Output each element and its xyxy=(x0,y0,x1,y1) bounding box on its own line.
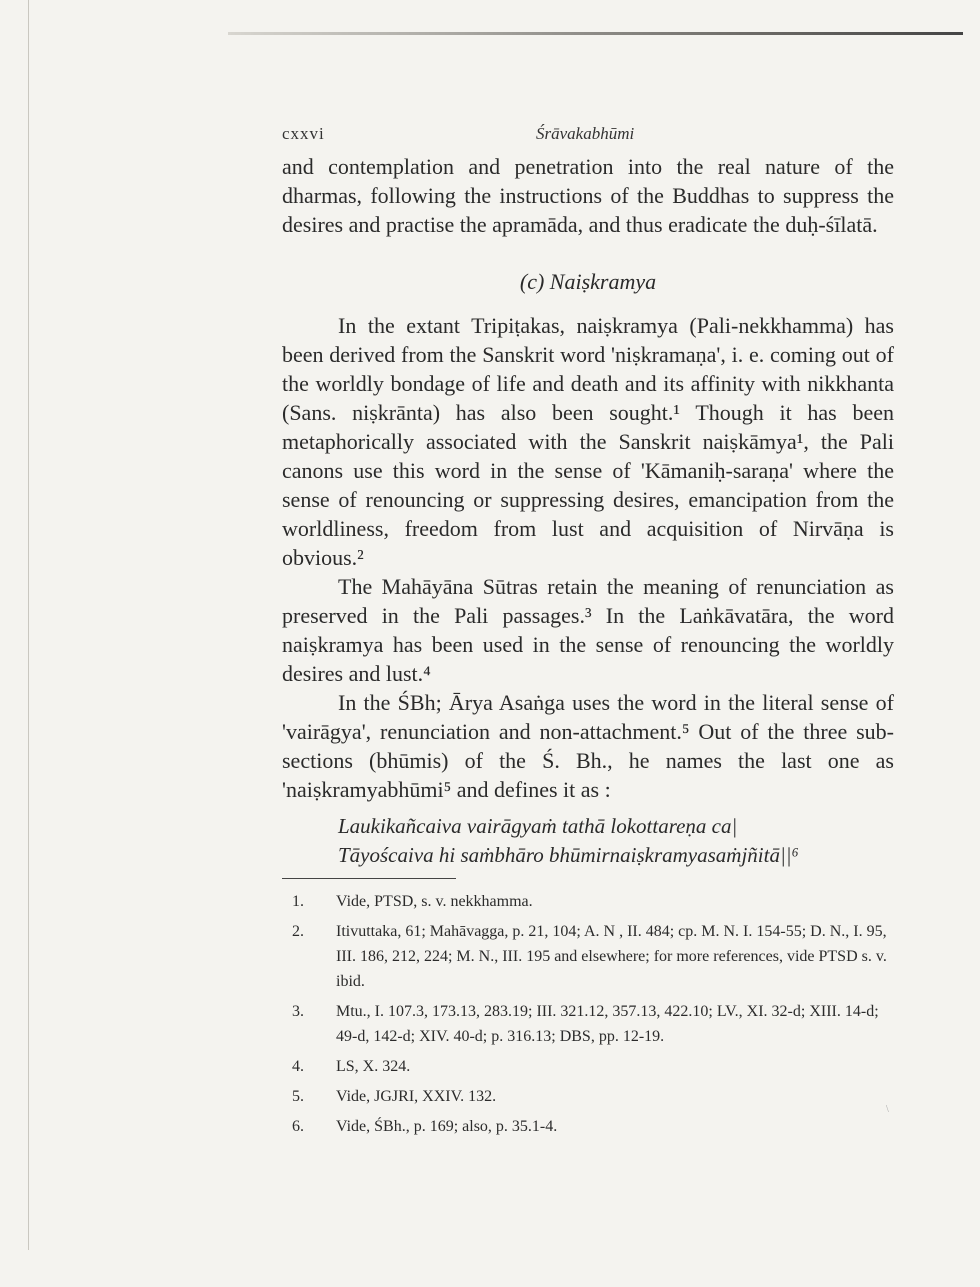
footnote-text: Itivuttaka, 61; Mahāvagga, p. 21, 104; A. N , II. 484; cp. M. N. I. 154-55; D. N., I. 95, III. 186, 212, 224; M. N., III. 195 and elsewhere; for more references, vide PTSD s. v. ibid. xyxy=(336,923,887,990)
scan-edge-top xyxy=(228,32,963,35)
running-title: Śrāvakabhūmi xyxy=(536,124,635,143)
footnote-rule xyxy=(282,878,456,879)
footnote-text: Vide, ŚBh., p. 169; also, p. 35.1-4. xyxy=(336,1118,558,1135)
verse-line-1: Laukikañcaiva vairāgyaṁ tathā lokottareṇa ca| xyxy=(338,814,738,838)
footnote xyxy=(282,1114,894,1139)
page-number: cxxvi xyxy=(282,124,325,143)
verse-line-2: Tāyoścaiva hi saṁbhāro bhūmirnaiṣkramyasaṁjñitā||⁶ xyxy=(338,843,799,867)
footnote-text: Mtu., I. 107.3, 173.13, 283.19; III. 321.12, 357.13, 422.10; LV., XI. 32-d; XIII. 14-d; 49-d, 142-d; XIV. 40-d; p. 316.13; DBS, pp. 12-19. xyxy=(336,1003,879,1045)
footnotes xyxy=(282,889,894,1139)
footnote-text: Vide, JGJRI, XXIV. 132. xyxy=(336,1088,497,1105)
footnote-number: 3. xyxy=(292,1003,304,1020)
footnote xyxy=(282,889,894,914)
paragraph-mahayana-sutras: The Mahāyāna Sūtras retain the meaning of renunciation as preserved in the Pali passages.³ In the Laṅkāvatāra, the word naiṣkramya has been used in the sense of renouncing the worldly desires and lust.⁴ xyxy=(282,574,894,686)
footnote-number: 1. xyxy=(292,893,304,910)
footnote-text: Vide, PTSD, s. v. nekkhamma. xyxy=(336,893,533,910)
running-head xyxy=(282,118,894,152)
paragraph-continuation: and contemplation and penetration into the real nature of the dharmas, following the instructions of the Buddhas to suppress the desires and practise the apramāda, and thus eradicate the duḥ-śīlatā. xyxy=(282,154,894,237)
footnote-number: 2. xyxy=(292,923,304,940)
footnote xyxy=(282,919,894,994)
paragraph-naiskramya-derivation: In the extant Tripiṭakas, naiṣkramya (Pali-nekkhamma) has been derived from the Sanskrit word 'niṣkramaṇa', i. e. coming out of the worldly bondage of life and death and its affinity with nikkhanta (Sans. niṣkrānta) has also been sought.¹ Though it has been metaphorically associated with the Sanskrit naiṣkāmya¹, the Pali canons use this word in the sense of 'Kāmaniḥ-saraṇa' where the sense of renouncing or suppressing desires, emancipation from the worldliness, freedom from lust and acquisition of Nirvāṇa is obvious.² xyxy=(282,313,894,570)
scan-edge-left xyxy=(28,0,29,1250)
footnote xyxy=(282,1084,894,1109)
footnote-number: 4. xyxy=(292,1058,304,1075)
footnote-text: LS, X. 324. xyxy=(336,1058,411,1075)
footnote xyxy=(282,1054,894,1079)
footnote-number: 5. xyxy=(292,1088,304,1105)
paragraph-sbh-asanga: In the ŚBh; Ārya Asaṅga uses the word in the literal sense of 'vairāgya', renunciation and non-attachment.⁵ Out of the three sub-sections (bhūmis) of the Ś. Bh., he names the last one as 'naiṣkramyabhūmi⁵ and defines it as : xyxy=(282,690,894,802)
stray-mark: \ xyxy=(886,1104,889,1115)
section-heading: (c) Naiṣkramya xyxy=(519,269,657,294)
verse-quotation xyxy=(338,812,894,870)
page-body xyxy=(282,118,894,1144)
footnote-number: 6. xyxy=(292,1118,304,1135)
footnote xyxy=(282,999,894,1049)
